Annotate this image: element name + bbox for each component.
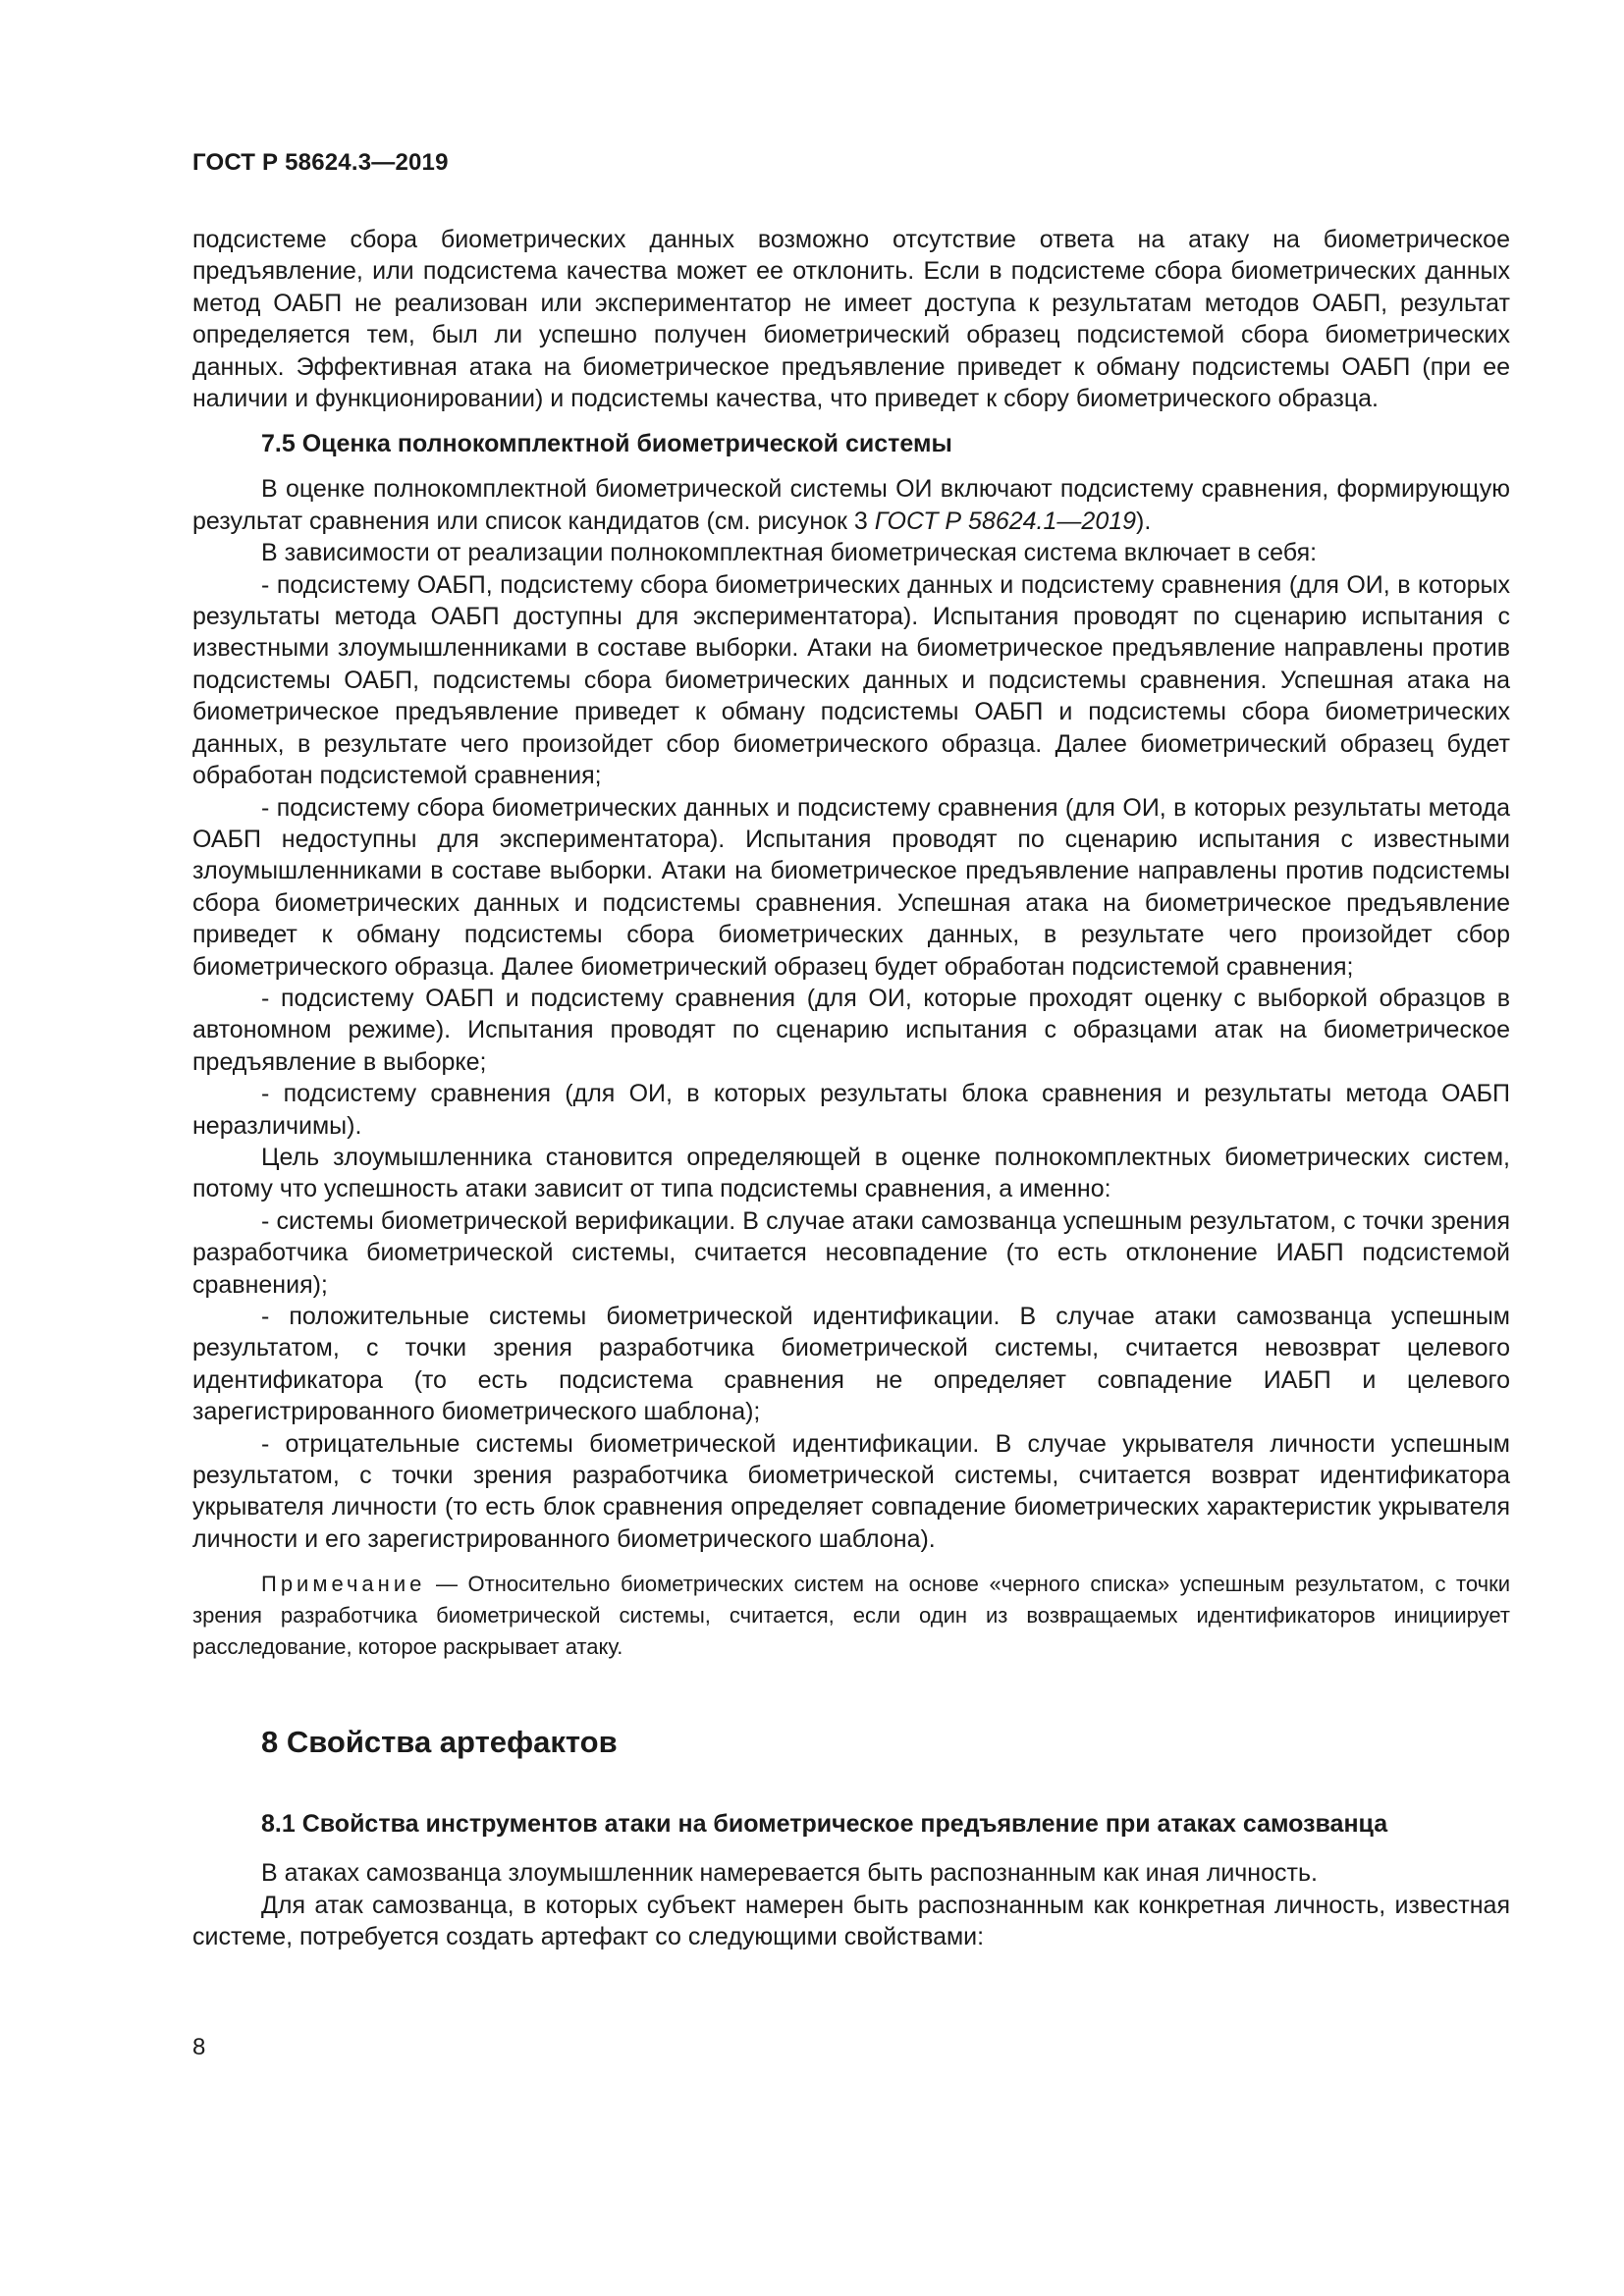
section-heading-7-5: 7.5 Оценка полнокомплектной биометрической системы (261, 430, 952, 458)
list-item: - подсистему сбора биометрических данных и подсистему сравнения (для ОИ, в которых результаты метода ОАБП недоступны для экспериментатора). Испытания проводят по сценарию испытания с известными злоумышленниками в составе выборки. Атаки на биометрическое предъявление направлены против подсистемы сбора биометрических данных и подсистемы сравнения. Успешная атака на биометрическое предъявление приведет к обману подсистемы сбора биометрических данных, в результате чего произойдет сбор биометрического образца. Далее биометрический образец будет обработан подсистемой сравнения; (192, 793, 1510, 981)
paragraph: Цель злоумышленника становится определяющей в оценке полнокомплектных биометрических систем, потому что успешность атаки зависит от типа подсистемы сравнения, а именно: (192, 1143, 1510, 1203)
paragraph (192, 473, 1510, 537)
page-number: 8 (192, 2034, 206, 2060)
note-text: — Относительно биометрических систем на основе «черного списка» успешным результатом, с точки зрения разработчика биометрической системы, считается, если один из возвращаемых идентификаторов инициирует расследование, которое раскрывает атаку. (192, 1572, 1510, 1660)
page-content (192, 224, 1510, 1952)
section-heading-8: 8 Свойства артефактов (261, 1725, 618, 1760)
list-item: - отрицательные системы биометрической идентификации. В случае укрывателя личности успешным результатом, с точки зрения разработчика биометрической системы, считается возврат идентификатора укрывателя личности (то есть блок сравнения определяет совпадение биометрических характеристик укрывателя личности и его зарегистрированного биометрического шаблона). (192, 1429, 1510, 1553)
document-header: ГОСТ Р 58624.3—2019 (192, 149, 449, 176)
paragraph: В атаках самозванца злоумышленник намеревается быть распознанным как иная личность. (261, 1859, 1318, 1888)
note-paragraph (192, 1569, 1510, 1663)
list-item: - подсистему ОАБП, подсистему сбора биометрических данных и подсистему сравнения (для ОИ, в которых результаты метода ОАБП доступны для экспериментатора). Испытания проводят по сценарию испытания с известными злоумышленниками в составе выборки. Атаки на биометрическое предъявление направлены против подсистемы ОАБП, подсистемы сбора биометрических данных и подсистемы сравнения. Успешная атака на биометрическое предъявление приведет к обману подсистемы ОАБП и подсистемы сбора биометрических данных, в результате чего произойдет сбор биометрического образца. Далее биометрический образец будет обработан подсистемой сравнения; (192, 570, 1510, 790)
list-item: - подсистему ОАБП и подсистему сравнения (для ОИ, которые проходят оценку с выборкой образцов в автономном режиме). Испытания проводят по сценарию испытания с образцами атак на биометрическое предъявление в выборке; (192, 984, 1510, 1076)
list-item: - положительные системы биометрической идентификации. В случае атаки самозванца успешным результатом, с точки зрения разработчика биометрической системы, считается невозврат целевого идентификатора (то есть подсистема сравнения не определяет совпадение ИАБП и целевого зарегистрированного биометрического шаблона); (192, 1303, 1510, 1426)
note (192, 1569, 1510, 1663)
paragraph-text: ). (1136, 507, 1152, 535)
list-item: - подсистему сравнения (для ОИ, в которых результаты блока сравнения и результаты метода ОАБП неразличимы). (192, 1080, 1510, 1140)
list-item: - системы биометрической верификации. В случае атаки самозванца успешным результатом, с точки зрения разработчика биометрической системы, считается несовпадение (то есть отклонение ИАБП подсистемой сравнения); (192, 1206, 1510, 1299)
paragraph: подсистеме сбора биометрических данных возможно отсутствие ответа на атаку на биометрическое предъявление, или подсистема качества может ее отклонить. Если в подсистеме сбора биометрических данных метод ОАБП не реализован или экспериментатор не имеет доступа к результатам методов ОАБП, результат определяется тем, был ли успешно получен биометрический образец подсистемой сбора биометрических данных. Эффективная атака на биометрическое предъявление приведет к обману подсистемы ОАБП (при ее наличии и функционировании) и подсистемы качества, что приведет к сбору биометрического образца. (192, 226, 1510, 413)
note-label: Примечание (261, 1572, 426, 1597)
paragraph: Для атак самозванца, в которых субъект намерен быть распознанным как конкретная личность, известная системе, потребуется создать артефакт со следующими свойствами: (192, 1891, 1510, 1951)
section-heading-8-1: 8.1 Свойства инструментов атаки на биометрическое предъявление при атаках самозванца (261, 1810, 1388, 1839)
paragraph-text: В оценке полнокомплектной биометрической системы ОИ включают подсистему сравнения, формирующую результат сравнения или список кандидатов (см. рисунок 3 (192, 475, 1510, 535)
paragraph: В зависимости от реализации полнокомплектная биометрическая система включает в себя: (261, 539, 1318, 567)
standard-reference: ГОСТ Р 58624.1—2019 (874, 507, 1137, 535)
